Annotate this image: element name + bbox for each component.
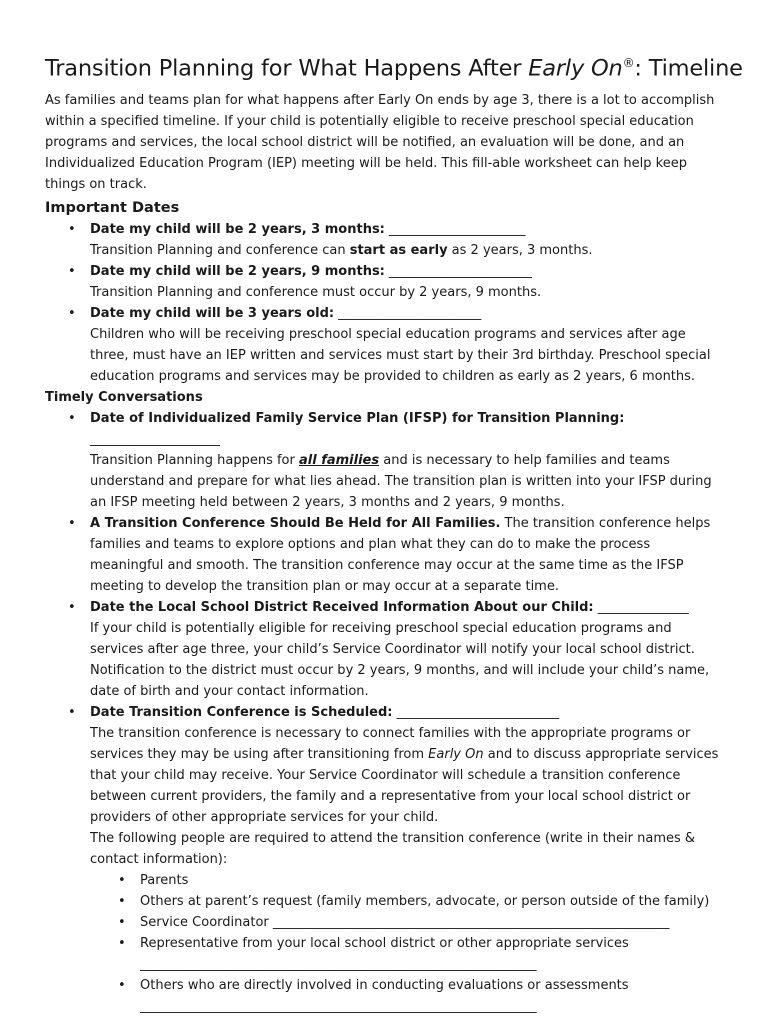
transition-conference-description: The transition conference helps families and teams to explore options and plan what they can do to make the process meaningful and smooth. The transition conference may occur at the same time as the IFSP meeting to develop the transition plan or may occur at a separate time. bbox=[90, 515, 711, 594]
service-coordinator-field[interactable]: _____________________________________________________________ bbox=[272, 914, 670, 930]
list-item bbox=[90, 219, 726, 261]
date-2y3m-label: Date my child will be 2 years, 3 months: bbox=[90, 221, 385, 237]
title-program-name: Early On bbox=[528, 55, 623, 82]
title-suffix: : Timeline bbox=[634, 55, 743, 82]
district-info-field[interactable]: ______________ bbox=[597, 599, 689, 615]
conference-scheduled-description: The transition conference is necessary to connect families with the appropriate programs or services they may be using after transitioning from Early On and to discuss appropriate services that your child may receive. Your Service Coordinator will schedule a transition conference between current providers, the family and a representative from your local school district or providers of other appropriate services for your child. bbox=[90, 725, 719, 825]
district-info-label: Date the Local School District Received Information About our Child: bbox=[90, 599, 594, 615]
list-item bbox=[90, 597, 726, 702]
important-dates-list bbox=[45, 219, 726, 387]
title-text: Transition Planning for What Happens After bbox=[45, 55, 529, 82]
registered-mark: ® bbox=[622, 56, 635, 70]
date-2y9m-description: Transition Planning and conference must occur by 2 years, 9 months. bbox=[90, 284, 542, 300]
date-2y3m-description: Transition Planning and conference can start as early as 2 years, 3 months. bbox=[90, 242, 593, 258]
conference-scheduled-label: Date Transition Conference is Scheduled: bbox=[90, 704, 393, 720]
intro-paragraph: As families and teams plan for what happens after Early On ends by age 3, there is a lot to accomplish within a specified timeline. If your child is potentially eligible to receive preschool special education programs and services, the local school district will be notified, an evaluation will be done, and an Individualized Education Program (IEP) meeting will be held. This fill-able worksheet can help keep things on track. bbox=[45, 92, 715, 192]
ifsp-description: Transition Planning happens for all families and is necessary to help families and teams understand and prepare for what lies ahead. The transition plan is written into your IFSP during an IFSP meeting held between 2 years, 3 months and 2 years, 9 months. bbox=[90, 452, 712, 510]
list-item bbox=[90, 702, 726, 1017]
date-2y9m-label: Date my child will be 2 years, 9 months: bbox=[90, 263, 385, 279]
date-3y-field[interactable]: ______________________ bbox=[338, 305, 482, 321]
timely-conversations-list bbox=[45, 408, 726, 1017]
ifsp-date-label: Date of Individualized Family Service Plan (IFSP) for Transition Planning: bbox=[90, 410, 625, 426]
attendees-list bbox=[90, 870, 726, 1017]
date-3y-description: Children who will be receiving preschool special education programs and services after age three, must have an IEP written and services must start by their 3rd birthday. Preschool special education programs and services may be provided to children as early as 2 years, 6 months. bbox=[90, 326, 711, 384]
transition-conference-label: A Transition Conference Should Be Held for All Families. bbox=[90, 515, 501, 531]
ifsp-date-field[interactable]: ____________________ bbox=[90, 431, 220, 447]
attendee-district-representative: • Representative from your local school district or other appropriate services _____________________________________________________________ bbox=[140, 933, 726, 975]
district-info-description: If your child is potentially eligible for receiving preschool special education programs and services after age three, your child’s Service Coordinator will notify your local school district. Notification to the district must occur by 2 years, 9 months, and will include your child’s name, date of birth and your contact information. bbox=[90, 620, 710, 699]
attendees-intro: The following people are required to attend the transition conference (write in their names & contact information): bbox=[90, 830, 696, 867]
district-representative-field[interactable]: _____________________________________________________________ bbox=[140, 956, 537, 972]
date-2y9m-field[interactable]: ______________________ bbox=[389, 263, 533, 279]
attendee-parents: • Parents bbox=[140, 870, 726, 891]
important-dates-heading: Important Dates bbox=[45, 199, 180, 216]
list-item bbox=[90, 303, 726, 387]
list-item bbox=[90, 408, 726, 513]
list-item bbox=[90, 513, 726, 597]
page-title bbox=[45, 48, 743, 84]
attendee-evaluators: • Others who are directly involved in conducting evaluations or assessments _____________________________________________________________ bbox=[140, 975, 726, 1017]
date-2y3m-field[interactable]: _____________________ bbox=[389, 221, 526, 237]
timely-conversations-heading: Timely Conversations bbox=[45, 389, 203, 405]
attendee-service-coordinator: • Service Coordinator _____________________________________________________________ bbox=[140, 912, 726, 933]
conference-scheduled-field[interactable]: _________________________ bbox=[396, 704, 560, 720]
list-item bbox=[90, 261, 726, 303]
evaluators-field[interactable]: _____________________________________________________________ bbox=[140, 998, 537, 1014]
date-3y-label: Date my child will be 3 years old: bbox=[90, 305, 335, 321]
attendee-others-request: • Others at parent’s request (family members, advocate, or person outside of the family) bbox=[140, 891, 726, 912]
